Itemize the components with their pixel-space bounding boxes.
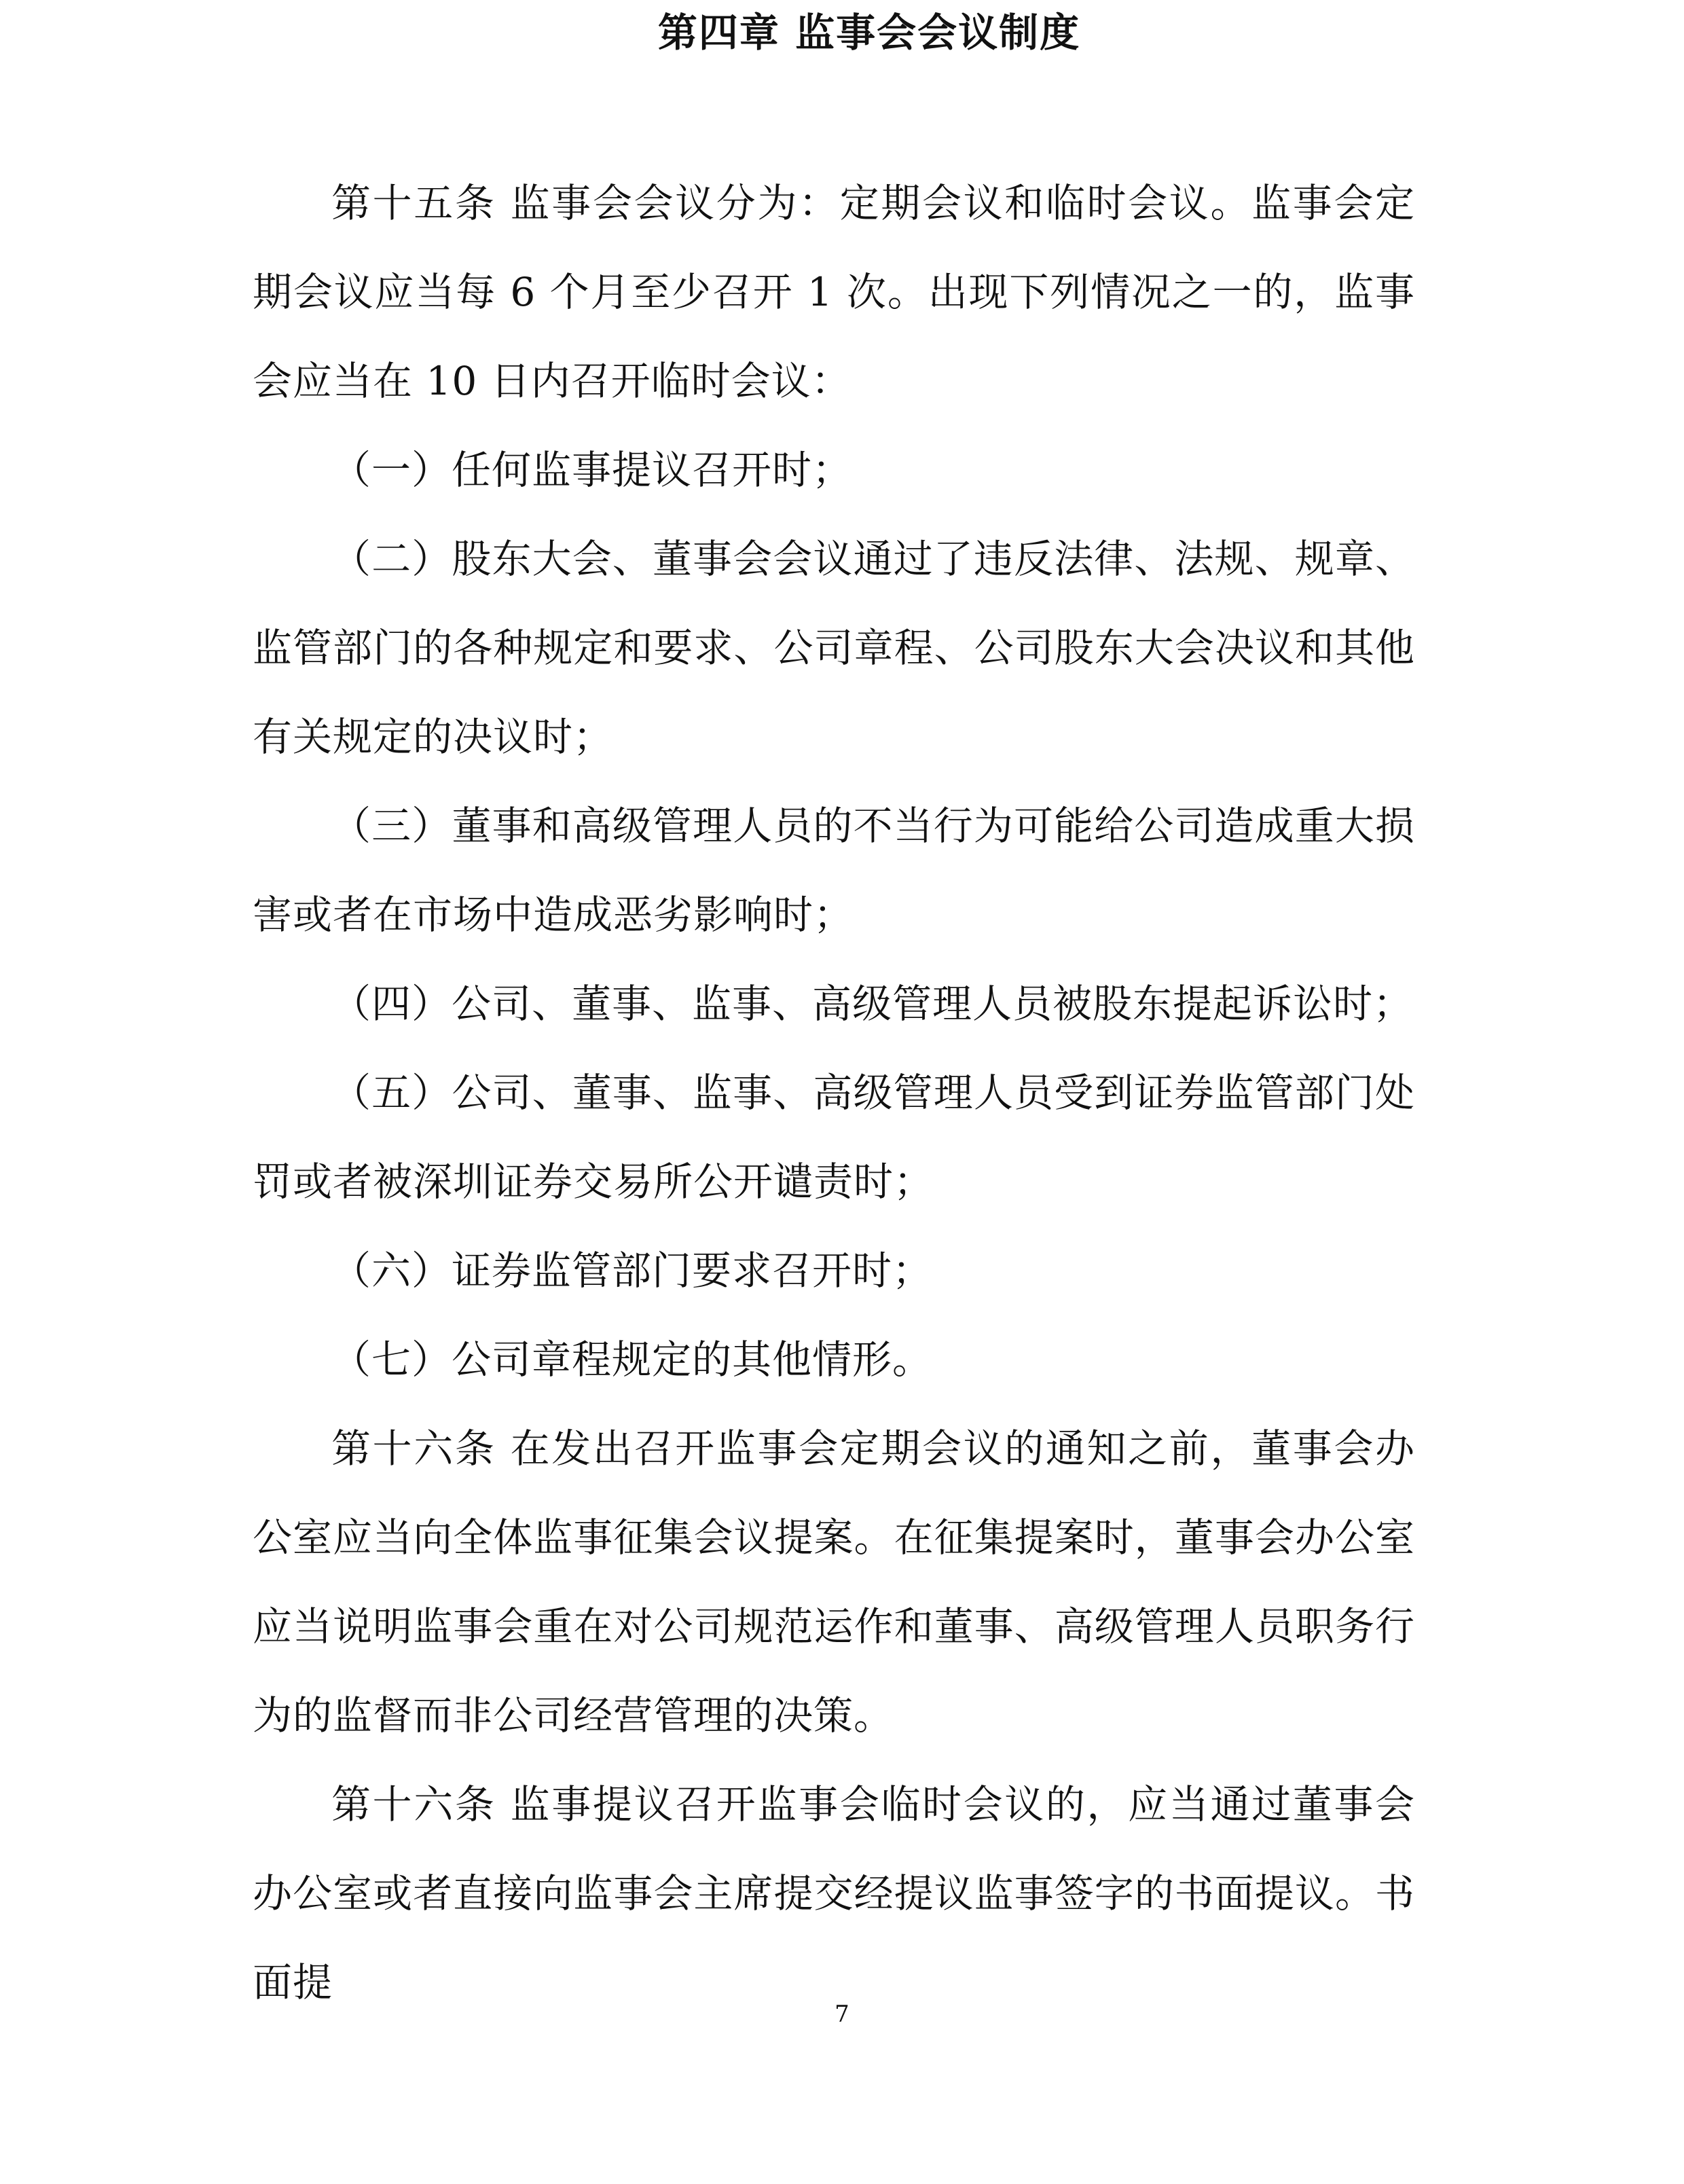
list-item: （四）公司、董事、监事、高级管理人员被股东提起诉讼时； xyxy=(331,981,1414,1027)
page-number: 7 xyxy=(835,2001,849,2028)
chapter-title: 第四章 监事会会议制度 xyxy=(657,10,1081,56)
list-item: （一）任何监事提议召开时； xyxy=(331,447,853,493)
article-16b-paragraph: 第十六条 监事提议召开监事会临时会议的，应当通过董事会办公室或者直接向监事会主席提交经提议监事签字的书面提议。书面提 xyxy=(253,1781,1415,2005)
list-item: （五）公司、董事、监事、高级管理人员受到证券监管部门处罚或者被深圳证券交易所公开谴责时； xyxy=(253,1070,1415,1205)
article-15-paragraph: 第十五条 监事会会议分为：定期会议和临时会议。监事会定期会议应当每 6 个月至少召开 1 次。出现下列情况之一的，监事会应当在 10 日内召开临时会议： xyxy=(253,180,1415,404)
document-body xyxy=(253,159,1415,2027)
article-16-paragraph: 第十六条 在发出召开监事会定期会议的通知之前，董事会办公室应当向全体监事征集会议提案。在征集提案时，董事会办公室应当说明监事会重在对公司规范运作和董事、高级管理人员职务行为的监督而非公司经营管理的决策。 xyxy=(253,1425,1415,1739)
list-item: （三）董事和高级管理人员的不当行为可能给公司造成重大损害或者在市场中造成恶劣影响时； xyxy=(253,803,1415,938)
list-item: （二）股东大会、董事会会议通过了违反法律、法规、规章、监管部门的各种规定和要求、公司章程、公司股东大会决议和其他有关规定的决议时； xyxy=(253,536,1415,760)
list-item: （七）公司章程规定的其他情形。 xyxy=(331,1336,933,1383)
list-item: （六）证券监管部门要求召开时； xyxy=(331,1248,933,1294)
